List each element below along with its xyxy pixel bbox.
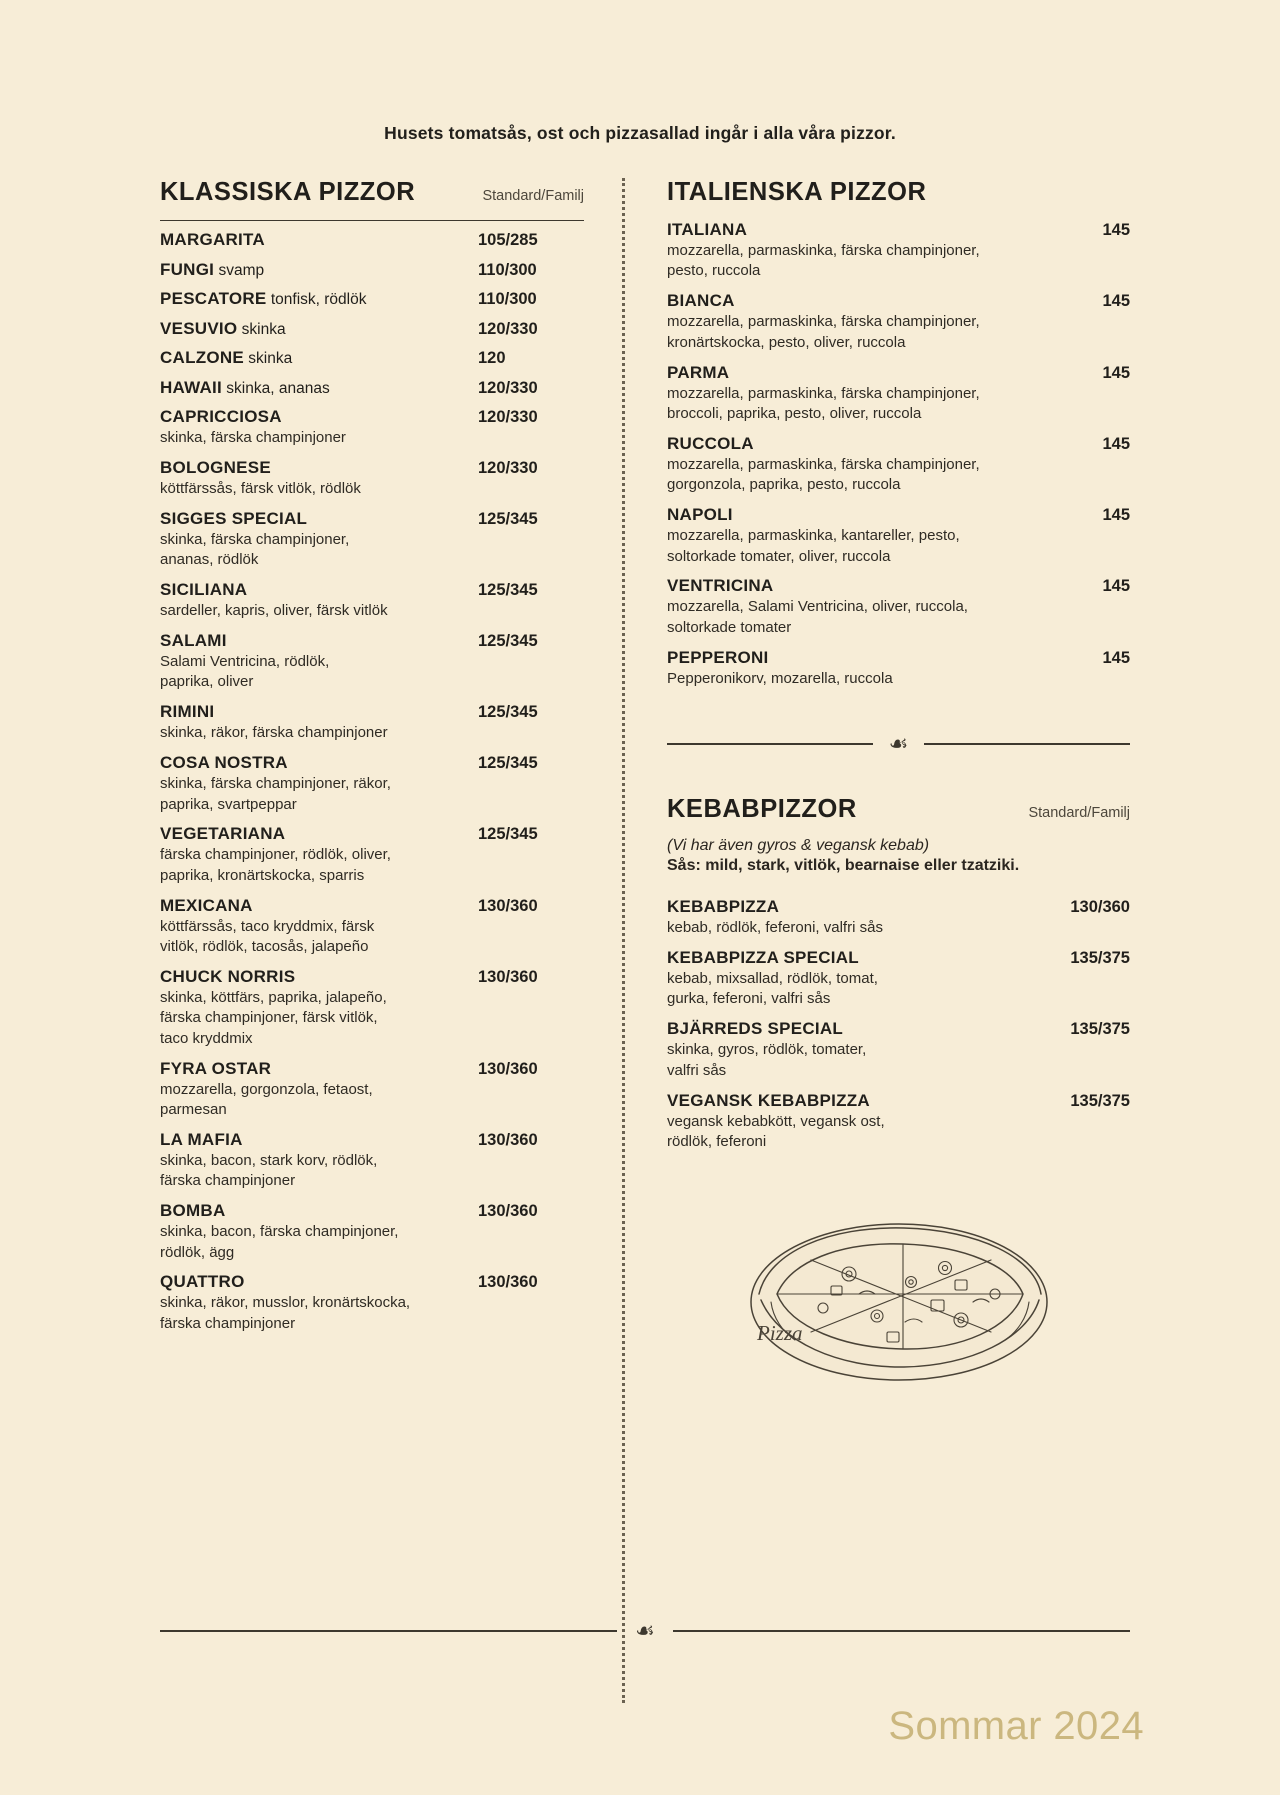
menu-item-price: 110/300 [478, 260, 537, 279]
menu-item-name: COSA NOSTRA [160, 753, 288, 773]
menu-item-price: 130/360 [478, 1202, 538, 1221]
menu-item-price: 125/345 [478, 825, 538, 844]
menu-item-row [160, 1130, 584, 1150]
menu-item-description: vegansk kebabkött, vegansk ost, rödlök, feferoni [667, 1112, 885, 1150]
menu-item-name: KEBABPIZZA SPECIAL [667, 947, 859, 967]
menu-item [667, 1091, 1130, 1153]
menu-item-price: 105/285 [478, 231, 538, 249]
menu-item-name: CAPRICCIOSA [160, 407, 282, 426]
right-column [649, 178, 1130, 1703]
menu-item-description: skinka, bacon, stark korv, rödlök, färska champinjoner [160, 1151, 378, 1190]
menu-item-name: SICILIANA [160, 580, 248, 600]
menu-item-name: QUATTRO [160, 1272, 245, 1292]
menu-item-name-extra: svamp [214, 261, 265, 279]
menu-item-price: 135/375 [1070, 1091, 1130, 1110]
menu-item [160, 458, 584, 499]
menu-item-price: 125/345 [478, 509, 538, 528]
classic-header-divider [160, 220, 584, 221]
menu-item-price: 120 [478, 349, 506, 367]
menu-item-name-extra: tonfisk, rödlök [266, 291, 367, 308]
menu-item [667, 1019, 1130, 1081]
ornament-line-left [667, 743, 873, 745]
menu-item-description: sardeller, kapris, oliver, färsk vitlök [160, 602, 388, 620]
menu-item-description: skinka, räkor, musslor, kronärtskocka, färska champinjoner [160, 1294, 411, 1332]
menu-item [667, 648, 1130, 689]
menu-item [160, 631, 584, 693]
menu-item-name: VENTRICINA [667, 576, 774, 596]
classic-size-legend: Standard/Familj [482, 188, 584, 204]
classic-items-list [160, 230, 584, 1334]
menu-item-name: BIANCA [667, 291, 735, 311]
menu-item [667, 363, 1130, 425]
menu-item-row [667, 1091, 1130, 1111]
menu-item [160, 319, 584, 339]
menu-item-description: mozzarella, gorgonzola, fetaost, parmesan [160, 1080, 373, 1119]
footer-line-left [160, 1630, 617, 1632]
menu-item-description: skinka, färska champinjoner, ananas, rödlök [160, 530, 350, 569]
menu-item-price: 145 [1102, 648, 1130, 667]
menu-item-row [667, 648, 1130, 668]
menu-item-price: 145 [1102, 434, 1130, 453]
menu-item-price: 130/360 [478, 1059, 538, 1078]
menu-item-name: MARGARITA [160, 230, 265, 249]
menu-item-price: 130/360 [478, 1130, 538, 1149]
menu-item-price: 125/345 [478, 581, 538, 600]
menu-item-name: NAPOLI [667, 505, 733, 525]
menu-item [667, 897, 1130, 938]
menu-item-row [160, 230, 584, 250]
menu-item-row [160, 348, 584, 368]
menu-item-row [160, 289, 584, 309]
menu-item-row [160, 631, 584, 651]
menu-item-price: 125/345 [478, 754, 538, 773]
kebab-size-legend: Standard/Familj [1028, 805, 1130, 822]
menu-item-row [160, 967, 584, 987]
flourish-icon: ☙ [888, 731, 909, 757]
season-label: Sommar 2024 [888, 1704, 1144, 1748]
menu-item-name: SIGGES SPECIAL [160, 508, 308, 528]
menu-item-name: BJÄRREDS SPECIAL [667, 1019, 843, 1039]
menu-item-name: PARMA [667, 362, 730, 382]
menu-item-description: kebab, rödlök, feferoni, valfri sås [667, 919, 883, 937]
menu-item-price: 145 [1102, 363, 1130, 382]
menu-item-description: skinka, räkor, färska champinjoner [160, 724, 388, 742]
menu-item-name: SALAMI [160, 630, 227, 650]
italian-section-header [667, 178, 1130, 207]
menu-item-name: PESCATORE tonfisk, rödlök [160, 289, 367, 308]
menu-item-row [160, 458, 584, 478]
menu-item-description: mozzarella, parmaskinka, färska champinjoner, broccoli, paprika, pesto, oliver, ruccola [667, 384, 980, 422]
menu-item-price: 120/330 [478, 319, 538, 338]
menu-item-description: skinka, färska champinjoner, räkor, paprika, svartpeppar [160, 775, 391, 813]
menu-item-description: Salami Ventricina, rödlök, paprika, oliver [160, 652, 330, 691]
menu-item-description: skinka, bacon, färska champinjoner, rödlök, ägg [160, 1223, 399, 1261]
menu-item-description: köttfärssås, taco kryddmix, färsk vitlök, rödlök, tacosås, jalapeño [160, 917, 375, 956]
kebab-pizzas-section [667, 795, 1130, 1152]
menu-item-price: 135/375 [1070, 1020, 1130, 1039]
menu-item-row [667, 505, 1130, 525]
menu-item-name: RUCCOLA [667, 433, 754, 453]
menu-columns [0, 178, 1280, 1703]
classic-pizzas-section [160, 178, 612, 1703]
menu-item-row [667, 363, 1130, 383]
classic-section-title: KLASSISKA PIZZOR [160, 178, 416, 206]
menu-item-name: CALZONE skinka [160, 348, 293, 367]
section-ornament-divider [667, 733, 1130, 755]
menu-item-price: 145 [1102, 506, 1130, 525]
menu-item-row [667, 897, 1130, 917]
menu-item-name: PEPPERONI [667, 647, 769, 667]
menu-item-row [160, 1272, 584, 1292]
menu-item-price: 145 [1102, 577, 1130, 596]
menu-item-description: mozzarella, parmaskinka, färska champinjoner, kronärtskocka, pesto, oliver, ruccola [667, 313, 980, 351]
kebab-note-italic: (Vi har även gyros & vegansk kebab) [667, 837, 930, 855]
menu-item-price: 130/360 [478, 967, 538, 986]
menu-item-name: ITALIANA [667, 220, 748, 239]
ornament-line-right [924, 743, 1130, 745]
menu-item-row [160, 378, 584, 398]
menu-item-name: VEGANSK KEBABPIZZA [667, 1090, 870, 1110]
menu-item-name: FUNGI svamp [160, 259, 265, 279]
kebab-section-title: KEBABPIZZOR [667, 795, 857, 824]
menu-item-price: 120/330 [478, 378, 538, 397]
menu-item-row [160, 260, 584, 280]
menu-item-price: 130/360 [478, 896, 538, 915]
menu-item-description: mozzarella, parmaskinka, färska champinjoner, gorgonzola, paprika, pesto, ruccola [667, 455, 980, 494]
menu-item-row [667, 291, 1130, 311]
menu-item-price: 145 [1102, 221, 1130, 239]
menu-item-row [667, 434, 1130, 454]
menu-item-row [160, 1201, 584, 1221]
menu-item-row [160, 1059, 584, 1079]
menu-item [160, 230, 584, 250]
menu-item-row [160, 824, 584, 844]
menu-item-name: BOLOGNESE [160, 457, 271, 477]
menu-item-name: MEXICANA [160, 895, 253, 915]
kebab-items-list [667, 897, 1130, 1152]
menu-item-row [160, 319, 584, 339]
page-header-note: Husets tomatsås, ost och pizzasallad ingår i alla våra pizzor. [384, 123, 896, 143]
menu-item [160, 260, 584, 280]
menu-item-name-extra: skinka, ananas [221, 379, 330, 397]
menu-item-name: BOMBA [160, 1201, 226, 1221]
menu-item-description: skinka, köttfärs, paprika, jalapeño, färska champinjoner, färsk vitlök, taco kryddmix [160, 988, 387, 1047]
column-divider [622, 178, 625, 1703]
menu-item-row [160, 509, 584, 529]
menu-item-name: HAWAII skinka, ananas [160, 377, 330, 397]
classic-section-header [160, 178, 584, 207]
menu-item-description: mozzarella, Salami Ventricina, oliver, ruccola, soltorkade tomater [667, 598, 968, 636]
italian-items-list [667, 220, 1130, 689]
menu-item-row [160, 702, 584, 722]
menu-item [160, 1059, 584, 1121]
menu-item-name: KEBABPIZZA [667, 897, 780, 917]
pizza-illustration [667, 1182, 1130, 1392]
menu-item [667, 948, 1130, 1010]
menu-item [160, 1201, 584, 1263]
menu-item-row [160, 407, 584, 427]
menu-item [160, 289, 584, 309]
menu-item-description: mozzarella, parmaskinka, färska champinjoner, pesto, ruccola [667, 242, 980, 280]
menu-item [667, 291, 1130, 353]
menu-item-price: 110/300 [478, 290, 537, 308]
kebab-note-sauces: Sås: mild, stark, vitlök, bearnaise eller tzatziki. [667, 857, 1020, 875]
menu-item-description: skinka, gyros, rödlök, tomater, valfri sås [667, 1041, 867, 1079]
menu-item [160, 753, 584, 815]
menu-item [667, 434, 1130, 496]
menu-item-row [160, 896, 584, 916]
menu-item-description: köttfärssås, färsk vitlök, rödlök [160, 479, 361, 497]
menu-item-name: VESUVIO skinka [160, 318, 286, 338]
menu-item [667, 505, 1130, 567]
menu-item-price: 130/360 [478, 1273, 538, 1292]
menu-item [160, 967, 584, 1049]
menu-item-price: 130/360 [1070, 898, 1130, 917]
menu-item-row [160, 753, 584, 773]
menu-item [160, 407, 584, 448]
menu-item-description: Pepperonikorv, mozarella, ruccola [667, 669, 893, 687]
menu-item-row [667, 576, 1130, 596]
illustration-caption: Pizza [756, 1321, 803, 1346]
menu-item [667, 576, 1130, 638]
menu-item-description: kebab, mixsallad, rödlök, tomat, gurka, feferoni, valfri sås [667, 969, 878, 1008]
menu-item-price: 135/375 [1070, 948, 1130, 967]
menu-item-name: RIMINI [160, 702, 215, 722]
menu-item-price: 125/345 [478, 631, 538, 650]
menu-item [160, 580, 584, 621]
italian-section-title: ITALIENSKA PIZZOR [667, 178, 927, 206]
footer-ornament [160, 1620, 1130, 1642]
menu-item-name: CHUCK NORRIS [160, 966, 296, 986]
menu-item-name: LA MAFIA [160, 1129, 243, 1149]
menu-item-description: skinka, färska champinjoner [160, 429, 346, 446]
menu-item-price: 145 [1102, 292, 1130, 311]
menu-item-row [160, 580, 584, 600]
menu-item-description: mozzarella, parmaskinka, kantareller, pesto, soltorkade tomater, oliver, ruccola [667, 527, 960, 565]
menu-item [160, 824, 584, 886]
kebab-section-header [667, 795, 1130, 824]
menu-item-name: FYRA OSTAR [160, 1058, 272, 1078]
menu-item-row [667, 220, 1130, 240]
footer-line-right [673, 1630, 1130, 1632]
menu-item-row [667, 948, 1130, 968]
menu-item [160, 348, 584, 368]
italian-pizzas-section [667, 178, 1130, 689]
menu-item [160, 702, 584, 743]
menu-item-name-extra: skinka [237, 320, 286, 338]
menu-item [667, 220, 1130, 282]
menu-item [160, 1130, 584, 1192]
menu-item [160, 509, 584, 571]
menu-item [160, 378, 584, 398]
menu-item [160, 1272, 584, 1334]
menu-item-price: 120/330 [478, 408, 538, 426]
menu-item-price: 120/330 [478, 458, 538, 477]
menu-item [160, 896, 584, 958]
menu-item-price: 125/345 [478, 703, 538, 722]
menu-item-name-extra: skinka [243, 350, 293, 367]
menu-item-row [667, 1019, 1130, 1039]
footer-flourish-icon: ☙ [635, 1618, 655, 1643]
menu-item-name: VEGETARIANA [160, 824, 286, 844]
menu-item-description: färska champinjoner, rödlök, oliver, paprika, kronärtskocka, sparris [160, 846, 391, 884]
